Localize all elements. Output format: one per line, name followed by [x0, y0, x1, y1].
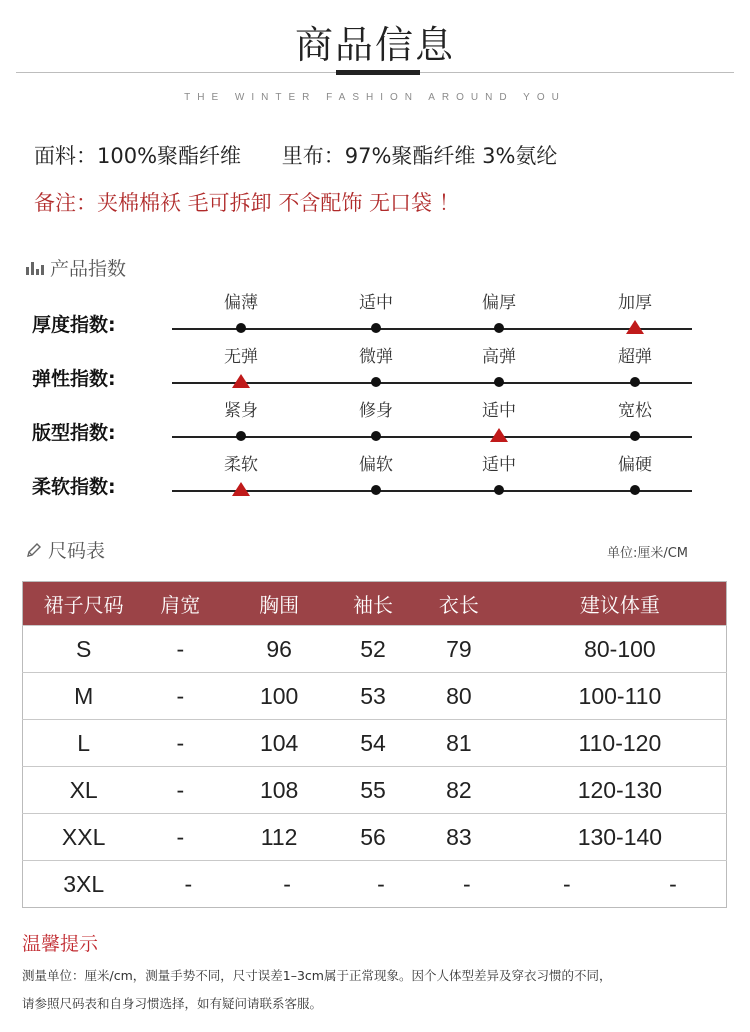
index-scale-line: [172, 490, 692, 492]
scale-dot: [630, 485, 640, 495]
column-header: 裙子尺码: [43, 593, 124, 617]
index-option: [201, 346, 281, 368]
page-title: 商品信息: [294, 23, 455, 67]
selected-marker-icon: [232, 482, 250, 496]
scale-dot: [494, 377, 504, 387]
table-cell: M: [23, 673, 145, 720]
index-scale-line: [172, 436, 692, 438]
table-cell: 100-110: [514, 673, 727, 720]
note-text: 备注：夹棉棉袄 毛可拆卸 不含配饰 无口袋 ！: [34, 191, 460, 215]
table-row: [23, 861, 727, 908]
index-row-label: 弹性指数:: [32, 368, 116, 390]
index-row: [0, 292, 750, 346]
table-row: [23, 673, 727, 720]
index-option-label: 偏厚: [482, 293, 516, 313]
index-option: [336, 400, 416, 422]
index-option: [595, 454, 675, 476]
index-option-label: 无弹: [224, 347, 258, 367]
table-cell: 54: [342, 720, 404, 767]
table-cell: 79: [404, 626, 514, 673]
table-cell: L: [23, 720, 145, 767]
index-option-label: 宽松: [618, 401, 652, 421]
index-scale-line: [172, 382, 692, 384]
index-option: [459, 346, 539, 368]
table-cell: 110-120: [514, 720, 727, 767]
page-subtitle: THE WINTER FASHION AROUND YOU: [184, 92, 566, 103]
table-cell: 104: [216, 720, 342, 767]
pencil-icon: [26, 542, 42, 558]
scale-dot: [371, 485, 381, 495]
index-option: [201, 400, 281, 422]
index-option-label: 微弹: [359, 347, 393, 367]
table-cell: 100: [216, 673, 342, 720]
scale-dot: [371, 431, 381, 441]
title-accent-bar: [336, 70, 420, 75]
index-row-label: 柔软指数:: [32, 476, 116, 498]
index-row: [0, 346, 750, 400]
index-option-label: 偏软: [359, 455, 393, 475]
table-cell: -: [144, 626, 216, 673]
selected-marker-icon: [626, 320, 644, 334]
index-option: [336, 292, 416, 314]
table-row: [23, 814, 727, 861]
table-cell: 130-140: [514, 814, 727, 861]
table-cell: -: [342, 861, 404, 908]
product-index-heading-label: 产品指数: [50, 258, 127, 280]
index-option-label: 偏硬: [618, 455, 652, 475]
table-cell: XXL: [23, 814, 145, 861]
scale-dot: [371, 377, 381, 387]
table-cell: 120-130: [514, 767, 727, 814]
index-option: [201, 454, 281, 476]
scale-dot: [630, 377, 640, 387]
size-table-header: [23, 582, 727, 626]
index-option-label: 高弹: [482, 347, 516, 367]
lining-text: 里布：97%聚酯纤维 3%氨纶: [281, 144, 558, 168]
material-info: [34, 140, 591, 170]
index-row: [0, 454, 750, 508]
table-row: [23, 626, 727, 673]
column-header: 袖长: [353, 593, 393, 617]
tips-line-1: 测量单位：厘米/cm，测量手势不同，尺寸误差1–3cm属于正常现象。因个人体型差异及穿衣习惯的不同，: [22, 968, 612, 983]
table-cell: 96: [216, 626, 342, 673]
index-option-label: 加厚: [618, 293, 652, 313]
tips-line-2: 请参照尺码表和自身习惯选择，如有疑问请联系客服。: [22, 996, 323, 1011]
index-option: [459, 292, 539, 314]
index-option: [336, 454, 416, 476]
size-table: [22, 581, 727, 908]
table-cell: 83: [404, 814, 514, 861]
index-option: [459, 454, 539, 476]
table-cell-value: -: [669, 870, 677, 897]
table-row: [23, 720, 727, 767]
index-option-label: 修身: [359, 401, 393, 421]
table-cell-value: -: [563, 870, 571, 897]
table-cell: 55: [342, 767, 404, 814]
index-option-label: 紧身: [224, 401, 258, 421]
product-index-heading: [26, 254, 126, 281]
index-option-label: 适中: [482, 401, 516, 421]
index-option-label: 超弹: [618, 347, 652, 367]
index-row-label: 版型指数:: [32, 422, 116, 444]
table-cell: -: [144, 767, 216, 814]
table-cell: -: [404, 861, 514, 908]
index-option: [595, 400, 675, 422]
selected-marker-icon: [232, 374, 250, 388]
table-cell: -: [144, 861, 216, 908]
table-cell: 56: [342, 814, 404, 861]
size-chart-heading: [26, 536, 105, 563]
table-cell: 82: [404, 767, 514, 814]
table-cell: 53: [342, 673, 404, 720]
table-cell: S: [23, 626, 145, 673]
column-header: 建议体重: [579, 593, 660, 617]
table-cell: 52: [342, 626, 404, 673]
table-cell: -: [144, 814, 216, 861]
scale-dot: [371, 323, 381, 333]
fabric-text: 面料：100%聚酯纤维: [34, 144, 242, 168]
index-scale-line: [172, 328, 692, 330]
index-row-label: 厚度指数:: [32, 314, 116, 336]
index-option-label: 偏薄: [224, 293, 258, 313]
index-row: [0, 400, 750, 454]
column-header: 衣长: [438, 593, 479, 617]
scale-dot: [236, 323, 246, 333]
column-header: 胸围: [259, 593, 300, 617]
unit-label: 单位:厘米/CM: [606, 546, 688, 561]
table-cell: 80: [404, 673, 514, 720]
index-option: [201, 292, 281, 314]
tips-title: 温馨提示: [22, 933, 99, 955]
column-header: 肩宽: [160, 593, 201, 617]
index-option: [595, 292, 675, 314]
size-chart-heading-label: 尺码表: [48, 540, 106, 562]
scale-dot: [236, 431, 246, 441]
table-cell: 3XL: [23, 861, 145, 908]
table-cell: -: [144, 720, 216, 767]
table-cell: XL: [23, 767, 145, 814]
index-option: [336, 346, 416, 368]
table-cell: 108: [216, 767, 342, 814]
table-cell: 81: [404, 720, 514, 767]
scale-dot: [630, 431, 640, 441]
bar-chart-icon: [26, 261, 44, 275]
index-option-label: 适中: [359, 293, 393, 313]
selected-marker-icon: [490, 428, 508, 442]
index-option-label: 柔软: [224, 455, 258, 475]
table-cell: -: [144, 673, 216, 720]
index-option: [595, 346, 675, 368]
index-option-label: 适中: [482, 455, 516, 475]
table-cell: 112: [216, 814, 342, 861]
scale-dot: [494, 323, 504, 333]
table-cell: 80-100: [514, 626, 727, 673]
table-cell: [514, 861, 727, 908]
index-option: [459, 400, 539, 422]
table-cell: -: [216, 861, 342, 908]
table-row: [23, 767, 727, 814]
scale-dot: [494, 485, 504, 495]
